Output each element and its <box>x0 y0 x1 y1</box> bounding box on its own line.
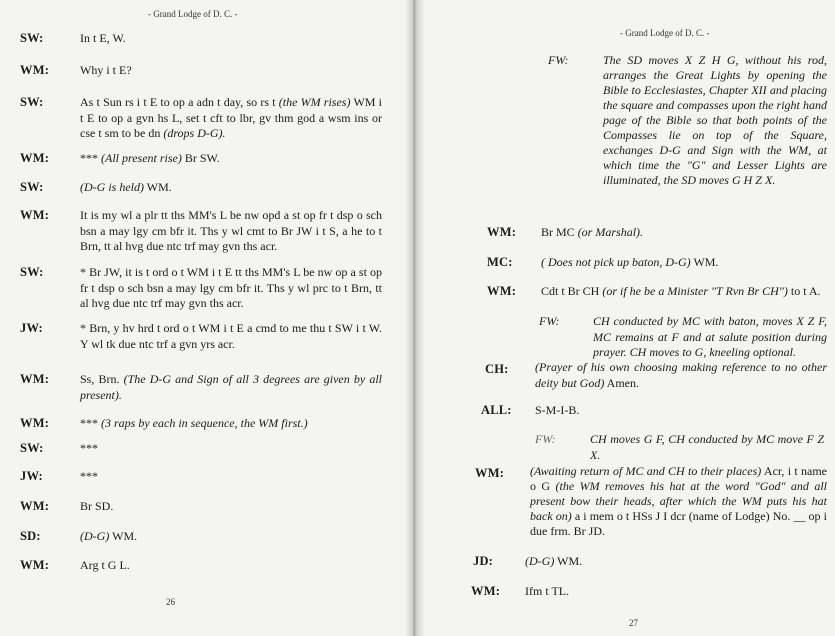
speaker: FW: <box>539 314 560 328</box>
speaker: SD: <box>20 529 41 543</box>
speaker: WM: <box>20 558 50 572</box>
entry-text: * Brn, y hv hrd t ord o t WM i t E a cmd to me thu t SW i t W. Y wl tk due ntc trf a gvn yrs acr. <box>80 321 382 351</box>
speaker: SW: <box>20 31 44 45</box>
speaker: CH: <box>485 362 509 376</box>
speaker: WM: <box>20 372 50 386</box>
entry-text: Cdt t Br CH (or if he be a Minister "T Rvn Br CH") to t A. <box>541 284 821 298</box>
entry-text: Br MC (or Marshal). <box>541 225 644 239</box>
speaker: FW: <box>535 432 556 446</box>
speaker: WM: <box>487 284 517 298</box>
page-number: 27 <box>629 618 638 628</box>
entry-text: Why i t E? <box>80 63 132 77</box>
entry-text: It is my wl a plr tt ths MM's L be nw opd a st op fr t dsp o sch bsn a may lgy cm bfr it. Ths y wl cmt to Br JW i t S, a he to t Brn, tt al hvg due ntc trf may gvn ths acr. <box>80 208 382 253</box>
entry-text: S-M-I-B. <box>535 403 580 417</box>
entry-text: *** (3 raps by each in sequence, the WM first.) <box>80 416 308 430</box>
speaker: JD: <box>473 554 494 568</box>
speaker: WM: <box>487 225 517 239</box>
speaker: WM: <box>471 584 501 598</box>
speaker: JW: <box>20 321 43 335</box>
speaker: WM: <box>20 499 50 513</box>
entry-text: *** <box>80 441 98 455</box>
speaker: ALL: <box>481 403 512 417</box>
speaker: WM: <box>475 466 505 480</box>
page-header: - Grand Lodge of D. C. - <box>148 9 238 19</box>
entry-text: Ifm t TL. <box>525 584 570 598</box>
entry-text: As t Sun rs i t E to op a adn t day, so rs t (the WM rises) WM i t E to op a gvn hs L, set t cft to lbr, gv thm god a wsm ins or cse t sm to be dn (drops D-G). <box>80 95 382 140</box>
right-page <box>415 0 835 636</box>
entry-text: CH conducted by MC with baton, moves X Z F, MC remains at F and at salute position during prayer. CH moves to G, kneeling optional. <box>593 314 827 359</box>
entry-text: (Prayer of his own choosing making reference to no other deity but God) Amen. <box>535 360 827 390</box>
speaker: MC: <box>487 255 513 269</box>
entry-text: * Br JW, it is t ord o t WM i t E tt ths MM's L be nw op a st op fr t dsp o sch bsn a may lgy cm bfr it. Ths y wl prc to t Brn, tt al hvg due ntc trf may gvn ths acr. <box>80 265 382 310</box>
speaker: SW: <box>20 180 44 194</box>
speaker: SW: <box>20 95 44 109</box>
entry-text: *** (All present rise) Br SW. <box>80 151 220 165</box>
entry-text: Ss, Brn. (The D-G and Sign of all 3 degrees are given by all present). <box>80 372 382 402</box>
speaker: WM: <box>20 151 50 165</box>
entry-text: (D-G) WM. <box>80 529 138 543</box>
entry-text: Br SD. <box>80 499 114 513</box>
speaker: WM: <box>20 208 50 222</box>
speaker: JW: <box>20 469 43 483</box>
speaker: FW: <box>548 53 569 67</box>
entry-text: (Awaiting return of MC and CH to their places) Acr, i t name o G (the WM removes his hat at the word "God" and all present bow their heads, after which the WM puts his hat back on) a i mem o t HSs J I dcr (name of Lodge) No. __ op i due frm. Br JD. <box>530 464 828 538</box>
speaker: SW: <box>20 441 44 455</box>
entry-text: (D-G) WM. <box>525 554 583 568</box>
entry-text: In t E, W. <box>80 31 126 45</box>
speaker: WM: <box>20 63 50 77</box>
entry-text: *** <box>80 469 98 483</box>
speaker: WM: <box>20 416 50 430</box>
book-gutter <box>405 0 425 636</box>
page-number: 26 <box>166 597 175 607</box>
speaker: SW: <box>20 265 44 279</box>
entry-text: ( Does not pick up baton, D-G) WM. <box>541 255 719 269</box>
entry-text: CH moves G F, CH conducted by MC move F Z X. <box>590 432 824 462</box>
left-page <box>0 0 413 636</box>
entry-text: (D-G is held) WM. <box>80 180 172 194</box>
page-header: - Grand Lodge of D. C. - <box>620 28 710 38</box>
entry-text: The SD moves X Z H G, without his rod, arranges the Great Lights by opening the Bible to Ecclesiastes, Chapter XII and placing the square and compasses upon the right hand page of the Bible so that both points of the Compasses lie on top of the Square, exchanges D-G and Sign with the WM, at which time the "G" and Lesser Lights are illuminated, the SD moves G H Z X. <box>603 53 827 187</box>
entry-text: Arg t G L. <box>80 558 130 572</box>
